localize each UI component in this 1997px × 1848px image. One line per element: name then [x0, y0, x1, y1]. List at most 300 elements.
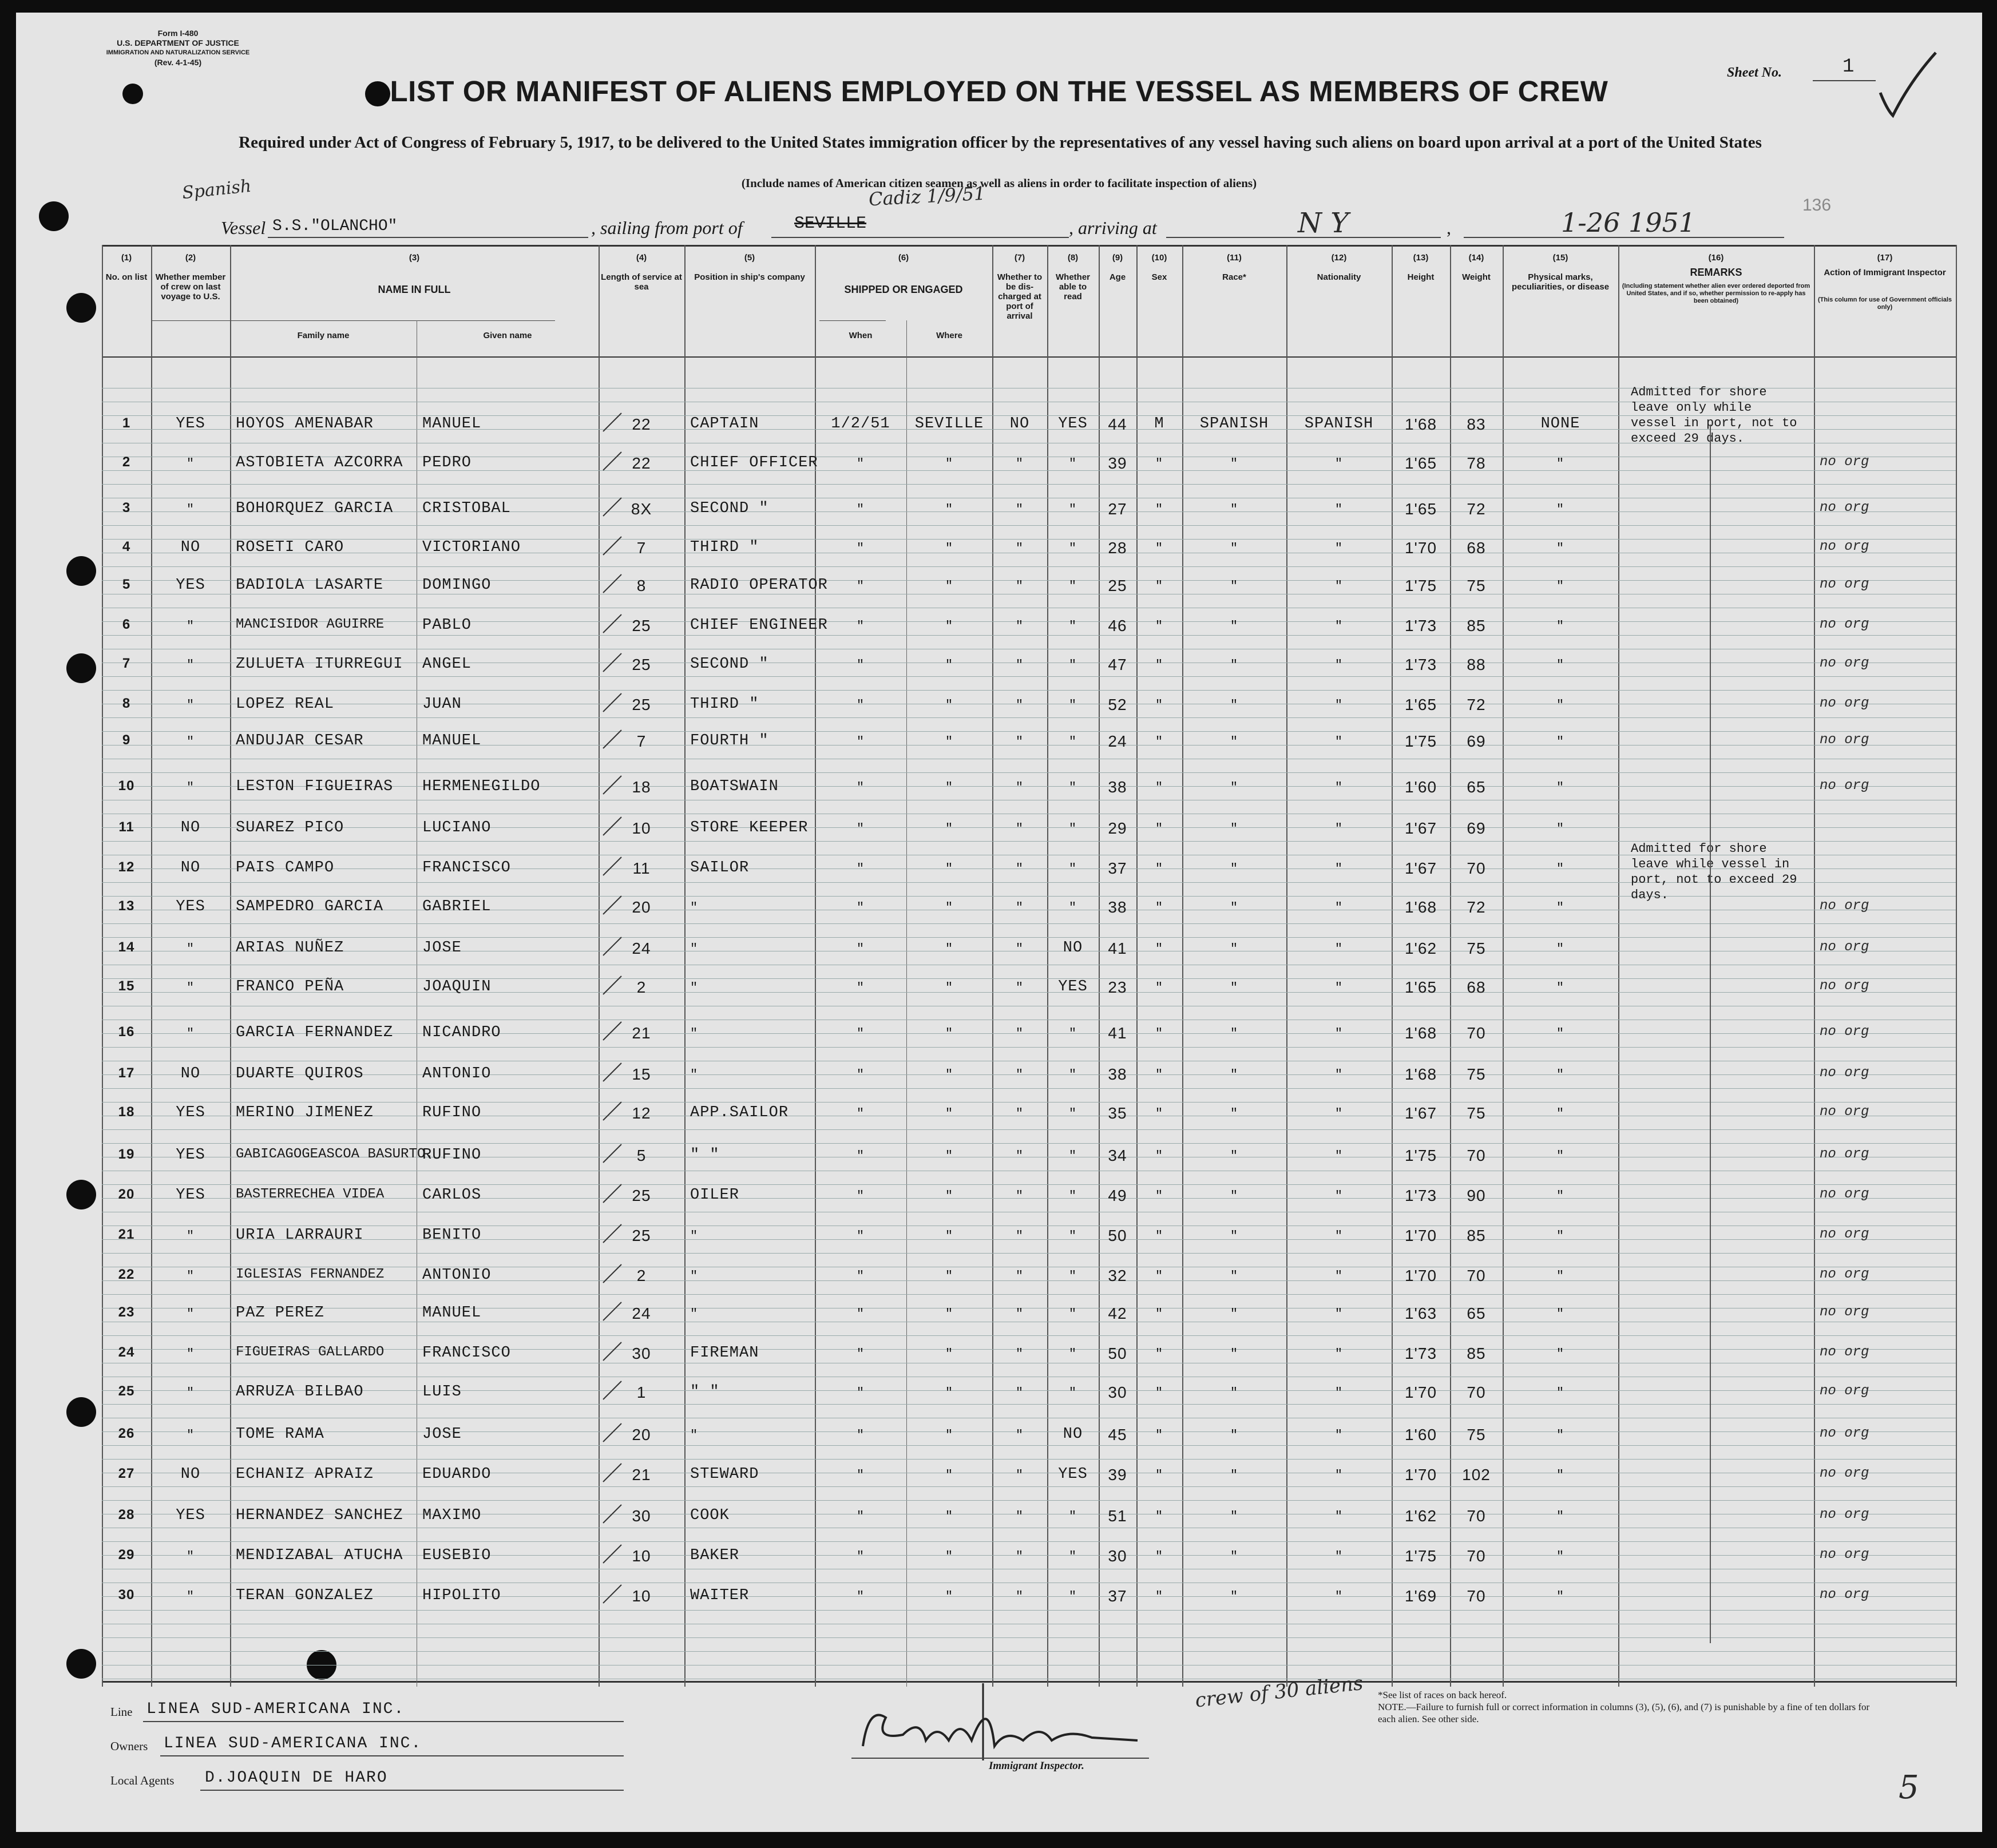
cell-family: GARCIA FERNANDEZ [236, 1024, 394, 1041]
cell-nat: " [1334, 1149, 1344, 1163]
cell-family: BADIOLA LASARTE [236, 577, 384, 594]
from-port-note: Cadiz 1/9/51 [868, 182, 986, 211]
cell-action: no org [1820, 1267, 1869, 1282]
cell-marks: " [1556, 735, 1565, 749]
column-number: (9) [1112, 253, 1123, 263]
cell-sex: " [1155, 1347, 1164, 1361]
cell-no: 15 [118, 978, 135, 994]
owners-label: Owners [110, 1739, 148, 1753]
cell-weight: 90 [1467, 1187, 1486, 1204]
cell-action: no org [1820, 778, 1869, 794]
cell-sex: " [1155, 981, 1164, 995]
cell-position: " [690, 981, 699, 995]
cell-height: 1'75 [1404, 732, 1437, 750]
cell-height: 1'62 [1404, 939, 1437, 957]
tick-mark-icon [601, 1421, 624, 1444]
cell-family: MERINO JIMENEZ [236, 1104, 374, 1121]
cell-where: " [945, 457, 954, 471]
cell-position: " [690, 1307, 699, 1321]
cell-weight: 75 [1467, 1426, 1486, 1443]
cell-nat: " [1334, 862, 1344, 876]
cell-crew: YES [176, 1507, 205, 1524]
ruled-line [102, 1610, 1956, 1611]
cell-height: 1'69 [1404, 1587, 1437, 1605]
cell-sex: " [1155, 502, 1164, 517]
cell-crew: " [186, 1229, 195, 1243]
column-number: (12) [1331, 253, 1347, 263]
cell-service: 10 [632, 1547, 651, 1565]
cell-service: 11 [632, 859, 651, 877]
ruled-line [102, 1129, 1956, 1130]
cell-given: JOSE [422, 1426, 462, 1443]
cell-race: " [1230, 579, 1239, 593]
tick-mark-icon [601, 572, 624, 595]
cell-age: 34 [1108, 1147, 1127, 1164]
vessel-underline [268, 237, 588, 238]
sheet-number-line [1813, 80, 1876, 81]
tick-mark-icon [601, 1182, 624, 1205]
tick-mark-icon [601, 534, 624, 557]
page-stamp: 136 [1802, 196, 1832, 215]
cell-given: EDUARDO [422, 1466, 492, 1483]
cell-disch: " [1015, 698, 1024, 712]
cell-action: no org [1820, 1024, 1869, 1040]
cell-action: no org [1820, 617, 1869, 632]
cell-sex: " [1155, 698, 1164, 712]
crew-table [102, 245, 1956, 1687]
ruled-line [102, 635, 1956, 636]
cell-where: " [945, 1509, 954, 1524]
cell-weight: 65 [1467, 1304, 1486, 1322]
tick-mark-icon [601, 1262, 624, 1285]
column-number: (11) [1227, 253, 1242, 263]
cell-where: SEVILLE [914, 415, 984, 433]
cell-family: SUAREZ PICO [236, 819, 344, 836]
cell-given: PEDRO [422, 454, 472, 471]
cell-where: " [945, 942, 954, 956]
column-number: (2) [185, 253, 196, 263]
cell-where: " [945, 658, 954, 672]
cell-disch: " [1015, 579, 1024, 593]
column-rule [1814, 245, 1815, 1687]
cell-position: STORE KEEPER [690, 819, 809, 836]
ruled-line [102, 1541, 1956, 1542]
cell-age: 37 [1108, 859, 1127, 877]
tick-mark-icon [601, 1020, 624, 1042]
department: U.S. DEPARTMENT OF JUSTICE [117, 38, 239, 47]
cell-height: 1'73 [1404, 656, 1437, 673]
cell-race: " [1230, 780, 1239, 795]
cell-race: " [1230, 541, 1239, 556]
cell-age: 45 [1108, 1426, 1127, 1443]
cell-sex: " [1155, 1386, 1164, 1400]
cell-age: 42 [1108, 1304, 1127, 1322]
column-number: (4) [636, 253, 647, 263]
cell-height: 1'73 [1404, 617, 1437, 634]
cell-service: 8 [636, 577, 647, 594]
cell-nat: " [1334, 698, 1344, 712]
cell-age: 25 [1108, 577, 1127, 594]
cell-nat: " [1334, 1107, 1344, 1121]
page-title: LIST OR MANIFEST OF ALIENS EMPLOYED ON THE VESSEL AS MEMBERS OF CREW [390, 75, 1608, 108]
cell-race: " [1230, 901, 1239, 915]
cell-no: 5 [122, 577, 131, 592]
cell-weight: 70 [1467, 1587, 1486, 1605]
cell-service: 12 [632, 1104, 651, 1122]
ruled-line [102, 937, 1956, 938]
cell-nat: " [1334, 780, 1344, 795]
remarks-line [1710, 425, 1711, 1643]
cell-family: TOME RAMA [236, 1426, 324, 1443]
cell-action: no org [1820, 1466, 1869, 1481]
column-number: (10) [1151, 253, 1167, 263]
binder-hole [66, 1397, 96, 1427]
cell-where: " [945, 698, 954, 712]
cell-marks: " [1556, 942, 1565, 956]
column-number: (5) [744, 253, 755, 263]
cell-height: 1'65 [1404, 978, 1437, 996]
cell-action: no org [1820, 939, 1869, 955]
cell-crew: " [186, 1347, 195, 1361]
cell-crew: YES [176, 1187, 205, 1204]
cell-marks: " [1556, 1347, 1565, 1361]
column-header: Race* [1222, 272, 1246, 282]
cell-nat: " [1334, 942, 1344, 956]
cell-where: " [945, 1189, 954, 1203]
cell-action: no org [1820, 539, 1869, 554]
cell-read: " [1068, 1149, 1077, 1163]
column-header: NAME IN FULL [378, 284, 451, 295]
cell-read: YES [1058, 1466, 1088, 1483]
cell-sex: " [1155, 1149, 1164, 1163]
binder-hole [39, 201, 69, 231]
cell-disch: " [1015, 780, 1024, 795]
ruled-line [102, 1253, 1956, 1254]
column-number: (15) [1552, 253, 1568, 263]
cell-weight: 72 [1467, 696, 1486, 713]
cell-nat: " [1334, 822, 1344, 836]
cell-disch: " [1015, 1347, 1024, 1361]
date-underline [1464, 237, 1784, 238]
cell-crew: " [186, 658, 195, 672]
cell-weight: 68 [1467, 539, 1486, 557]
ruled-line [102, 1637, 1956, 1638]
cell-action: no org [1820, 1304, 1869, 1320]
cell-weight: 72 [1467, 500, 1486, 518]
cell-nat: " [1334, 1229, 1344, 1243]
cell-action: no org [1820, 1065, 1869, 1081]
cell-family: BASTERRECHEA VIDEA [236, 1187, 385, 1202]
cell-no: 19 [118, 1147, 135, 1162]
cell-when: " [856, 1107, 865, 1121]
cell-no: 18 [118, 1104, 135, 1120]
cell-service: 30 [632, 1345, 651, 1362]
cell-race: " [1230, 1468, 1239, 1482]
subnote: (Include names of American citizen seamen as well as aliens in order to facilitate inspection of aliens) [741, 176, 1257, 190]
cell-position: WAITER [690, 1587, 750, 1604]
binder-hole [66, 293, 96, 323]
cell-crew: " [186, 1428, 195, 1442]
cell-where: " [945, 1549, 954, 1564]
cell-where: " [945, 579, 954, 593]
cell-when: " [856, 1509, 865, 1524]
cell-position: " [690, 1269, 699, 1283]
cell-nat: " [1334, 579, 1344, 593]
cell-race: " [1230, 1189, 1239, 1203]
cell-when: " [856, 579, 865, 593]
cell-position: THIRD " [690, 696, 759, 713]
column-number: (1) [121, 253, 132, 263]
tick-mark-icon [601, 1542, 624, 1565]
tick-mark-icon [601, 450, 624, 473]
ruled-line [102, 1486, 1956, 1487]
cell-weight: 88 [1467, 656, 1486, 673]
cell-no: 26 [118, 1426, 135, 1441]
cell-family: ROSETI CARO [236, 539, 344, 556]
cell-sex: " [1155, 1549, 1164, 1564]
cell-when: " [856, 1386, 865, 1400]
tick-mark-icon [601, 691, 624, 714]
ruled-line [102, 1335, 1956, 1336]
service: IMMIGRATION AND NATURALIZATION SERVICE [106, 49, 250, 56]
cell-read: " [1068, 1269, 1077, 1283]
cell-weight: 75 [1467, 1065, 1486, 1083]
cell-when: " [856, 1307, 865, 1321]
column-header: Age [1109, 272, 1126, 282]
cell-weight: 70 [1467, 1383, 1486, 1401]
column-header: Whether to be dis-charged at port of arrival [997, 272, 1043, 321]
cell-no: 21 [118, 1227, 135, 1242]
binder-hole [66, 556, 96, 586]
cell-crew: " [186, 619, 195, 633]
cell-height: 1'73 [1404, 1345, 1437, 1362]
cell-marks: " [1556, 1386, 1565, 1400]
cell-marks: " [1556, 1428, 1565, 1442]
cell-height: 1'68 [1404, 898, 1437, 916]
cell-disch: " [1015, 1509, 1024, 1524]
cell-race: " [1230, 1107, 1239, 1121]
cell-service: 25 [632, 1227, 651, 1244]
cell-crew: " [186, 1307, 195, 1321]
cell-sex: " [1155, 619, 1164, 633]
cell-where: " [945, 1068, 954, 1082]
cell-race: " [1230, 1068, 1239, 1082]
cell-disch: " [1015, 1549, 1024, 1564]
tick-mark-icon [601, 774, 624, 796]
cell-weight: 70 [1467, 1024, 1486, 1042]
cell-read: " [1068, 1307, 1077, 1321]
cell-action: no org [1820, 732, 1869, 748]
column-rule [1956, 245, 1957, 1687]
cell-race: " [1230, 1149, 1239, 1163]
line-underline [143, 1721, 624, 1722]
sheet-number: 1 [1843, 56, 1855, 78]
cell-given: LUCIANO [422, 819, 492, 836]
column-header: SHIPPED OR ENGAGED [844, 284, 963, 295]
cell-given: MANUEL [422, 415, 482, 433]
column-number: (14) [1468, 253, 1484, 263]
cell-when: " [856, 981, 865, 995]
cell-when: " [856, 1068, 865, 1082]
cell-action: no org [1820, 1187, 1869, 1202]
cell-where: " [945, 1269, 954, 1283]
cell-disch: " [1015, 1269, 1024, 1283]
column-header: Action of Immigrant Inspector [1824, 268, 1946, 277]
cell-sex: " [1155, 1307, 1164, 1321]
cell-position: " [690, 1229, 699, 1243]
cell-given: FRANCISCO [422, 1345, 511, 1362]
form-identifier [84, 29, 272, 68]
cell-height: 1'62 [1404, 1507, 1437, 1525]
cell-weight: 70 [1467, 1267, 1486, 1284]
ruled-line [102, 1047, 1956, 1048]
cell-disch: " [1015, 1229, 1024, 1243]
cell-service: 21 [632, 1024, 651, 1042]
inspector-underline [851, 1758, 1149, 1759]
cell-race: " [1230, 1269, 1239, 1283]
inspector-label: Immigrant Inspector. [989, 1760, 1084, 1772]
cell-no: 6 [122, 617, 131, 632]
cell-given: RUFINO [422, 1147, 482, 1164]
tick-mark-icon [601, 1340, 624, 1363]
arriving-underline [1166, 237, 1441, 238]
column-number: (6) [898, 253, 909, 263]
cell-read: NO [1063, 939, 1083, 957]
cell-sex: " [1155, 735, 1164, 749]
cell-service: 10 [632, 819, 651, 837]
cell-age: 50 [1108, 1345, 1127, 1362]
cell-service: 8X [631, 500, 652, 518]
cell-read: " [1068, 698, 1077, 712]
cell-position: SECOND " [690, 500, 769, 517]
cell-given: JOSE [422, 939, 462, 957]
cell-service: 25 [632, 696, 651, 713]
tick-mark-icon [601, 935, 624, 958]
cell-height: 1'75 [1404, 577, 1437, 594]
cell-sex: " [1155, 457, 1164, 471]
cell-no: 24 [118, 1345, 135, 1360]
cell-weight: 70 [1467, 1547, 1486, 1565]
form-number: Form I-480 [157, 29, 199, 38]
column-subheader: (Including statement whether alien ever ordered deported from United States, and if so, whether permission to re-apply has been obtained) [1622, 283, 1810, 304]
cell-height: 1'67 [1404, 819, 1437, 837]
cell-read: " [1068, 1509, 1077, 1524]
cell-age: 28 [1108, 539, 1127, 557]
cell-given: EUSEBIO [422, 1547, 492, 1564]
ruled-line [102, 484, 1956, 485]
cell-race: " [1230, 981, 1239, 995]
cell-age: 37 [1108, 1587, 1127, 1605]
cell-family: SAMPEDRO GARCIA [236, 898, 384, 915]
cell-marks: " [1556, 901, 1565, 915]
cell-height: 1'70 [1404, 1267, 1437, 1284]
cell-read: " [1068, 1026, 1077, 1041]
cell-family: URIA LARRAURI [236, 1227, 364, 1244]
owners-value: LINEA SUD-AMERICANA INC. [164, 1735, 422, 1752]
cell-disch: " [1015, 502, 1024, 517]
cell-when: " [856, 658, 865, 672]
cell-crew: " [186, 502, 195, 517]
cell-height: 1'67 [1404, 1104, 1437, 1122]
cell-weight: 85 [1467, 1227, 1486, 1244]
vessel-label: Vessel [221, 217, 266, 238]
cell-action: no org [1820, 1587, 1869, 1603]
cell-family: ZULUETA ITURREGUI [236, 656, 403, 673]
tick-mark-icon [601, 728, 624, 751]
cell-where: " [945, 780, 954, 795]
cell-when: " [856, 735, 865, 749]
cell-family: FRANCO PEÑA [236, 978, 344, 996]
cell-age: 30 [1108, 1547, 1127, 1565]
cell-nat: " [1334, 1428, 1344, 1442]
cell-height: 1'65 [1404, 696, 1437, 713]
cell-weight: 85 [1467, 1345, 1486, 1362]
cell-race: " [1230, 862, 1239, 876]
cell-read: " [1068, 1549, 1077, 1564]
cell-given: HERMENEGILDO [422, 778, 541, 795]
cell-no: 4 [122, 539, 131, 554]
cell-race: " [1230, 1509, 1239, 1524]
from-port: SEVILLE [794, 214, 867, 233]
cell-action: no org [1820, 1547, 1869, 1563]
cell-no: 7 [122, 656, 131, 671]
column-header: Physical marks, peculiarities, or disease [1511, 272, 1610, 292]
comma: , [1447, 217, 1451, 238]
cell-no: 9 [122, 732, 131, 748]
cell-sex: " [1155, 1107, 1164, 1121]
cell-marks: " [1556, 1149, 1565, 1163]
cell-when: " [856, 1189, 865, 1203]
ruled-line [102, 525, 1956, 526]
cell-where: " [945, 619, 954, 633]
cell-disch: " [1015, 1428, 1024, 1442]
tick-mark-icon [601, 1142, 624, 1165]
cell-disch: " [1015, 981, 1024, 995]
cell-service: 25 [632, 1187, 651, 1204]
cell-crew: " [186, 1026, 195, 1041]
cell-marks: " [1556, 1269, 1565, 1283]
cell-family: FIGUEIRAS GALLARDO [236, 1345, 385, 1360]
column-header: REMARKS [1690, 267, 1742, 278]
remarks-stamp-2: Admitted for shore leave while vessel in port, not to exceed 29 days. [1631, 842, 1797, 902]
tick-mark-icon [601, 1100, 624, 1123]
cell-age: 30 [1108, 1383, 1127, 1401]
cell-read: " [1068, 1068, 1077, 1082]
cell-position: CHIEF ENGINEER [690, 617, 828, 634]
cell-disch: " [1015, 1386, 1024, 1400]
cell-marks: " [1556, 1509, 1565, 1524]
cell-race: " [1230, 1549, 1239, 1564]
cell-age: 27 [1108, 500, 1127, 518]
cell-disch: " [1015, 1026, 1024, 1041]
cell-nat: " [1334, 1589, 1344, 1604]
cell-action: no org [1820, 500, 1869, 515]
cell-marks: " [1556, 1026, 1565, 1041]
cell-when: " [856, 862, 865, 876]
cell-no: 2 [122, 454, 131, 470]
cell-when: " [856, 698, 865, 712]
cell-weight: 69 [1467, 819, 1486, 837]
ruled-line [102, 566, 1956, 567]
cell-read: " [1068, 780, 1077, 795]
ruled-line [102, 1500, 1956, 1501]
column-number: (7) [1014, 253, 1025, 263]
cell-read: " [1068, 541, 1077, 556]
inspector-signature [851, 1683, 1149, 1763]
cell-when: " [856, 1149, 865, 1163]
cell-race: " [1230, 1026, 1239, 1041]
cell-given: CARLOS [422, 1187, 482, 1204]
